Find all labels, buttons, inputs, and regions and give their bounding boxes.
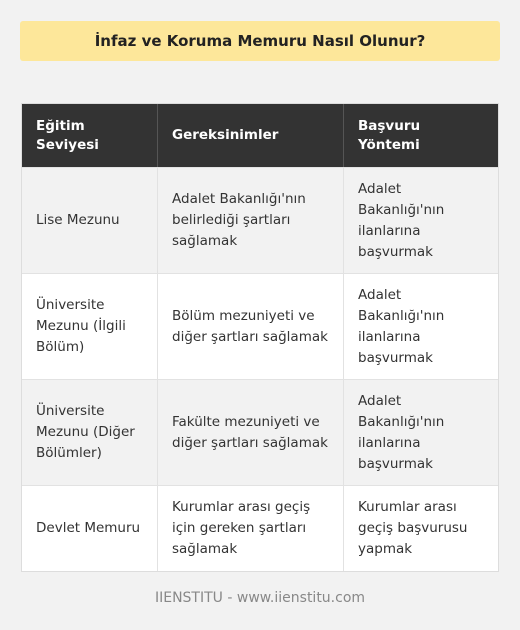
footer-credit: IIENSTITU - www.iienstitu.com (154, 590, 366, 606)
table-cell: Adalet Bakanlığı'nın belirlediği şartları sağlamak (157, 168, 343, 273)
page-title: İnfaz ve Koruma Memuru Nasıl Olunur? (94, 32, 426, 50)
header-cell-education: Eğitim Seviyesi (36, 117, 99, 153)
header-cell-application: Başvuru Yöntemi (343, 104, 498, 167)
table-cell: Devlet Memuru (36, 520, 141, 536)
table-row (22, 167, 498, 273)
table-cell: Kurumlar arası geçiş için gereken şartları sağlamak (157, 486, 343, 571)
requirements-table (21, 103, 499, 572)
table-cell: Fakülte mezuniyeti ve diğer şartları sağlamak (157, 380, 343, 485)
header-cell-requirements: Gereksinimler (157, 104, 343, 167)
table-header-row (22, 104, 498, 167)
table-cell: Kurumlar arası geçiş başvurusu yapmak (343, 486, 498, 571)
title-banner (20, 21, 500, 61)
table-cell: Adalet Bakanlığı'nın ilanlarına başvurmak (343, 274, 498, 379)
table-cell: Adalet Bakanlığı'nın ilanlarına başvurmak (343, 380, 498, 485)
table-cell: Bölüm mezuniyeti ve diğer şartları sağlamak (157, 274, 343, 379)
table-row (22, 485, 498, 571)
table-cell: Adalet Bakanlığı'nın ilanlarına başvurmak (343, 168, 498, 273)
table-cell: Üniversite Mezunu (İlgili Bölüm) (36, 297, 126, 355)
table-row (22, 273, 498, 379)
table-row (22, 379, 498, 485)
table-cell: Lise Mezunu (36, 212, 120, 228)
table-cell: Üniversite Mezunu (Diğer Bölümler) (36, 403, 135, 461)
